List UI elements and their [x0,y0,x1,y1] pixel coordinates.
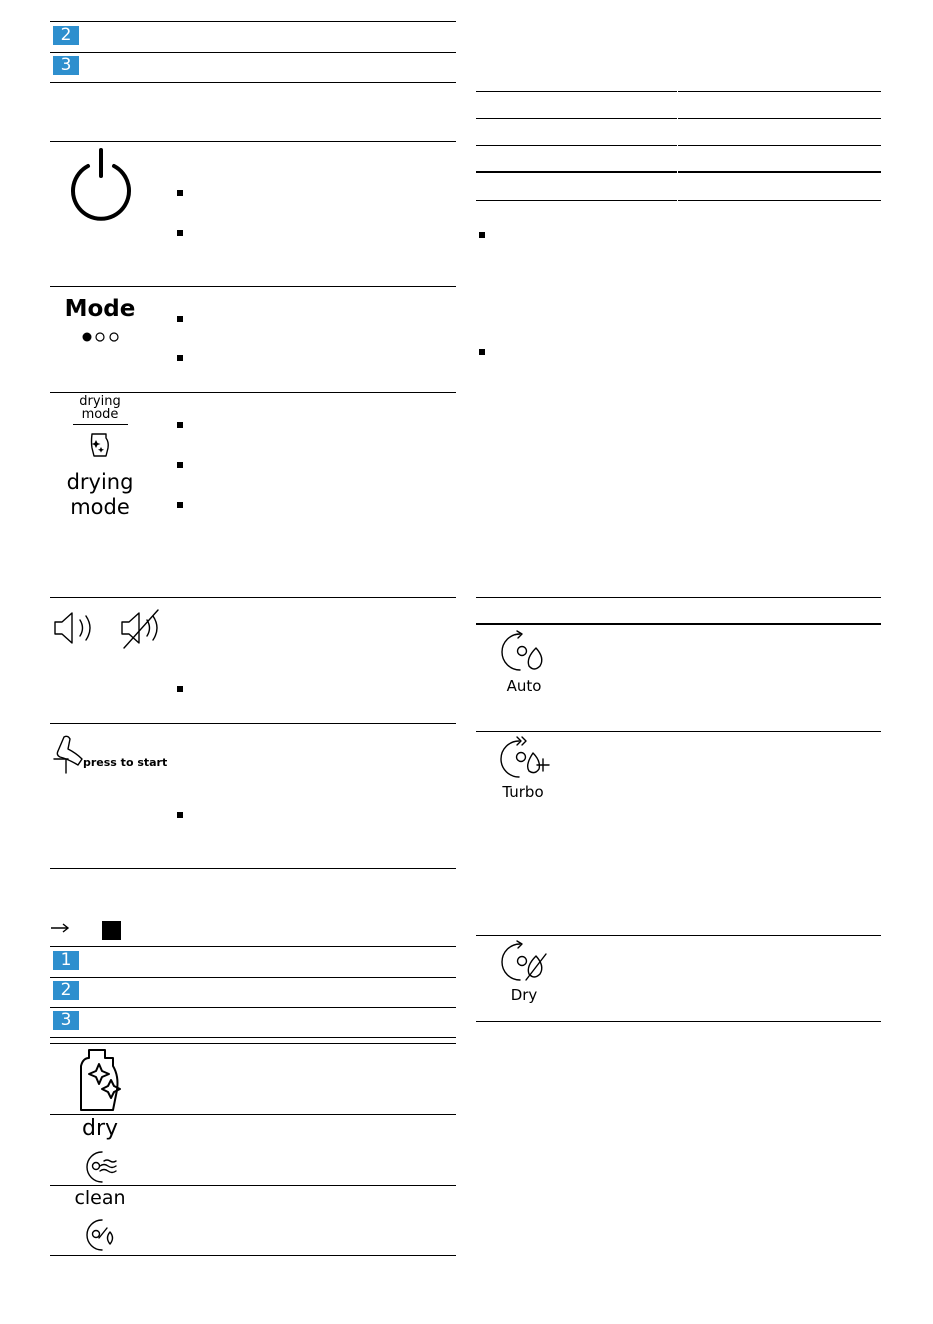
auto-program-icon [500,630,550,678]
table-row-divider [50,1185,456,1186]
table-header-divider [476,171,881,173]
table-row-divider [50,723,456,724]
divider [50,1007,456,1008]
table-row-divider [476,200,881,201]
step-badge-3: 3 [53,1011,79,1030]
divider [50,82,456,83]
table-row-divider [50,868,456,869]
clean-label: clean [74,1187,126,1209]
bullet [177,316,183,322]
mode-button-label: Mode [64,296,136,322]
label-underline [73,424,128,425]
bullet [479,232,485,238]
bullet [479,349,485,355]
divider [50,946,456,947]
divider [50,977,456,978]
bullet [177,686,183,692]
turbo-program-icon [499,735,553,783]
mode-dots-icon [80,331,124,343]
step-badge-2: 2 [53,981,79,1000]
bullet [177,230,183,236]
drying-bottle-icon [75,1048,127,1114]
dry-cycle-icon [82,1150,122,1184]
table-row-divider [476,731,881,732]
drying-mode-icon [88,428,112,460]
press-to-start-label: press to start [83,756,168,769]
dry-program-icon [500,940,550,986]
table-row-divider [476,91,881,92]
column-gap [677,91,678,201]
power-icon [66,144,136,214]
step-badge-1: 1 [53,951,79,970]
dry-label: dry [81,1116,119,1141]
divider [50,21,456,22]
speaker-muted-icon [120,608,166,650]
dry-program-label: Dry [510,986,538,1004]
divider [50,1043,456,1044]
speaker-on-icon [53,610,99,646]
turbo-label: Turbo [502,783,544,801]
arrow-right-icon [50,922,72,934]
table-row-divider [50,597,456,598]
table-row-divider [476,597,881,598]
bullet [177,462,183,468]
clean-cycle-icon [82,1218,122,1252]
divider [50,52,456,53]
bullet [177,190,183,196]
table-bottom-divider [50,1255,456,1256]
table-row-divider [50,141,456,142]
table-row-divider [476,935,881,936]
step-badge-3: 3 [53,56,79,75]
bullet [177,502,183,508]
table-header-divider [476,623,881,625]
table-bottom-divider [476,1021,881,1022]
bullet [177,812,183,818]
drying-mode-small-label: drying mode [79,394,121,422]
stop-square-icon [102,921,121,940]
table-row-divider [50,392,456,393]
table-row-divider [50,286,456,287]
bullet [177,355,183,361]
drying-mode-large-label: drying mode [66,470,134,519]
divider [50,1037,456,1038]
table-row-divider [476,118,881,119]
table-row-divider [476,145,881,146]
bullet [177,422,183,428]
auto-label: Auto [506,677,542,695]
step-badge-2: 2 [53,26,79,45]
table-row-divider [50,1114,456,1115]
